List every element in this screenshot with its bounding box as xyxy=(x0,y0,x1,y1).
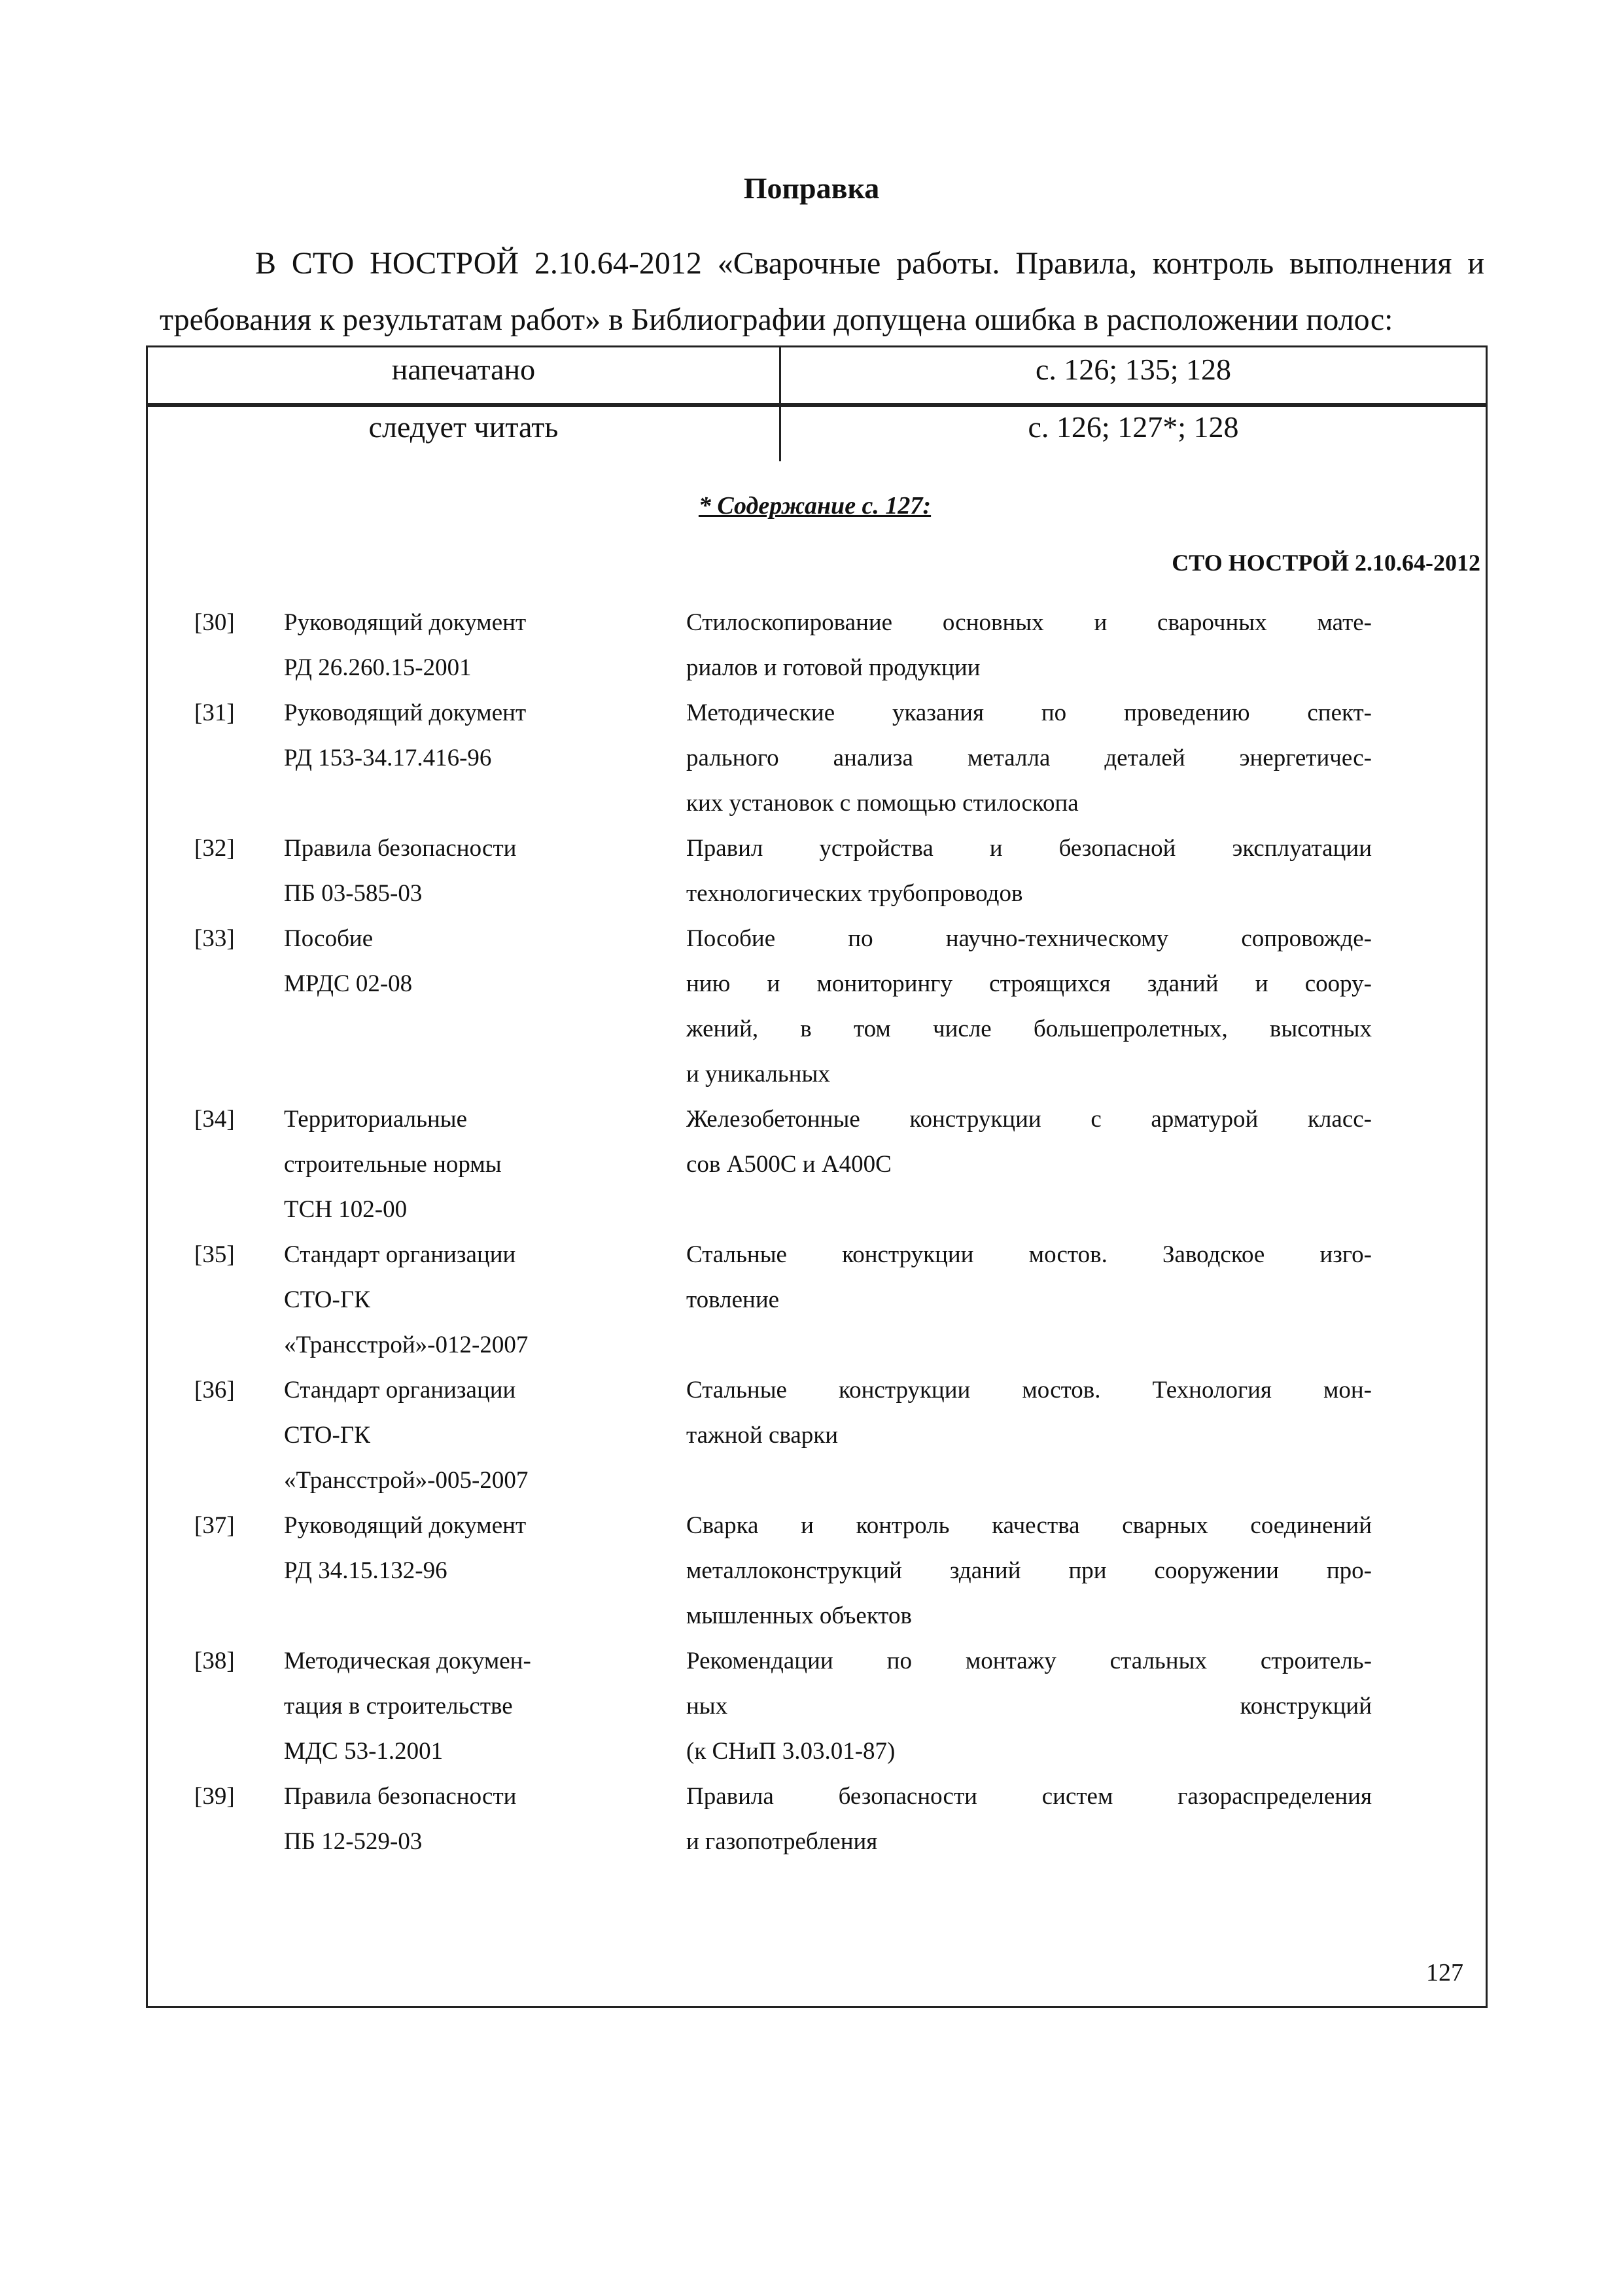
correct-value: с. 126; 127*; 128 xyxy=(1028,410,1239,444)
entry-description-line: Железобетонные конструкции с арматурой класс- xyxy=(686,1106,1372,1133)
entry-description xyxy=(686,1097,1372,1187)
entry-source xyxy=(284,1232,650,1368)
entry-number: [30] xyxy=(194,609,235,636)
entry-source-line: СТО-ГК xyxy=(284,1286,370,1313)
entry-description-line: металлоконструкций зданий при сооружении про- xyxy=(686,1557,1372,1584)
content-heading: * Содержание с. 127: xyxy=(698,492,932,520)
entry-source-line: тация в строительстве xyxy=(284,1693,513,1720)
entry-source xyxy=(284,600,650,690)
entry-number: [38] xyxy=(194,1648,235,1674)
entry-description-line: Стальные конструкции мостов. Технология мон- xyxy=(686,1377,1372,1404)
entry-description xyxy=(686,1232,1372,1322)
entry-number: [35] xyxy=(194,1241,235,1268)
entry-source xyxy=(284,1774,650,1864)
entry-description-line: нию и мониторингу строящихся зданий и соору- xyxy=(686,970,1372,997)
entry-source-line: Пособие xyxy=(284,925,374,952)
bibliography-entry xyxy=(194,1097,1372,1232)
entry-description xyxy=(686,1503,1372,1638)
entry-description-line: и уникальных xyxy=(686,1061,830,1087)
entry-description-line: Методические указания по проведению спект- xyxy=(686,699,1372,726)
entry-source-line: Территориальные xyxy=(284,1106,468,1133)
entry-source-line: Стандарт организации xyxy=(284,1241,516,1268)
entry-source-line: «Трансстрой»-005-2007 xyxy=(284,1467,529,1494)
entry-source-line: ПБ 03-585-03 xyxy=(284,880,423,907)
bibliography-entry xyxy=(194,1503,1372,1638)
entry-source-line: МРДС 02-08 xyxy=(284,970,413,997)
entry-description xyxy=(686,826,1372,916)
document-code: СТО НОСТРОЙ 2.10.64-2012 xyxy=(1172,550,1480,576)
entry-source-line: Методическая докумен- xyxy=(284,1648,531,1674)
page-number: 127 xyxy=(1426,1959,1463,1987)
bibliography-entry xyxy=(194,916,1372,1097)
entry-description-line: (к СНиП 3.03.01-87) xyxy=(686,1738,896,1765)
entry-source-line: Руководящий документ xyxy=(284,699,527,726)
entry-number: [36] xyxy=(194,1377,235,1404)
entry-source-line: СТО-ГК xyxy=(284,1422,370,1449)
entry-description xyxy=(686,916,1372,1097)
bibliography-entry xyxy=(194,600,1372,690)
bibliography-entry xyxy=(194,826,1372,916)
entry-source-line: ПБ 12-529-03 xyxy=(284,1828,423,1855)
entry-source xyxy=(284,1638,650,1774)
entry-source-line: РД 153-34.17.416-96 xyxy=(284,745,492,771)
entry-description-line: мышленных объектов xyxy=(686,1602,912,1629)
entry-source-line: «Трансстрой»-012-2007 xyxy=(284,1332,529,1358)
intro-line-1: В СТО НОСТРОЙ 2.10.64-2012 «Сварочные работы. Правила, контроль выполнения и xyxy=(255,246,1484,281)
entry-description-line: Правил устройства и безопасной эксплуатации xyxy=(686,835,1372,862)
entry-description-line: рального анализа металла деталей энергетичес- xyxy=(686,745,1372,771)
entry-number: [34] xyxy=(194,1106,235,1133)
printed-label: напечатано xyxy=(391,353,536,386)
entry-description xyxy=(686,1638,1372,1774)
entry-description-line: жений, в том числе большепролетных, высотных xyxy=(686,1016,1372,1042)
intro-paragraph xyxy=(160,236,1484,348)
entry-description xyxy=(686,690,1372,826)
entry-source-line: Руководящий документ xyxy=(284,609,527,636)
entry-number: [31] xyxy=(194,699,235,726)
entry-source-line: ТСН 102-00 xyxy=(284,1196,408,1223)
printed-value: с. 126; 135; 128 xyxy=(1036,353,1231,386)
bibliography-entry xyxy=(194,1774,1372,1864)
bibliography-entry xyxy=(194,690,1372,826)
entry-source-line: Правила безопасности xyxy=(284,1783,517,1810)
entry-source xyxy=(284,690,650,781)
entry-description-line: товление xyxy=(686,1286,780,1313)
entry-description-line: сов А500С и А400С xyxy=(686,1151,892,1178)
correct-label: следует читать xyxy=(368,410,559,444)
entry-source xyxy=(284,916,650,1006)
entry-number: [33] xyxy=(194,925,235,952)
entry-source-line: Руководящий документ xyxy=(284,1512,527,1539)
entry-source-line: МДС 53-1.2001 xyxy=(284,1738,444,1765)
bibliography-entry xyxy=(194,1232,1372,1368)
entry-source-line: РД 34.15.132-96 xyxy=(284,1557,447,1584)
entry-source xyxy=(284,1503,650,1593)
entry-description-line: риалов и готовой продукции xyxy=(686,654,981,681)
entry-description-line: Рекомендации по монтажу стальных строитель- xyxy=(686,1648,1372,1674)
intro-line-2: требования к результатам работ» в Библиографии допущена ошибка в расположении полос: xyxy=(160,302,1393,337)
entry-number: [39] xyxy=(194,1783,235,1810)
entry-source-line: Стандарт организации xyxy=(284,1377,516,1404)
entry-description-line: Правила безопасности систем газораспределения xyxy=(686,1783,1372,1810)
entry-description-line: и газопотребления xyxy=(686,1828,878,1855)
entry-description-line: технологических трубопроводов xyxy=(686,880,1023,907)
table-divider xyxy=(148,405,1486,407)
entry-description-line: ких установок с помощью стилоскопа xyxy=(686,790,1079,817)
entry-description-line: Стилоскопирование основных и сварочных мате- xyxy=(686,609,1372,636)
entry-source xyxy=(284,1368,650,1503)
entry-description-line: Пособие по научно-техническому сопровожде- xyxy=(686,925,1372,952)
entry-source xyxy=(284,826,650,916)
entry-source-line: строительные нормы xyxy=(284,1151,502,1178)
entry-description xyxy=(686,1368,1372,1458)
entry-description xyxy=(686,1774,1372,1864)
entry-source xyxy=(284,1097,650,1232)
entry-source-line: Правила безопасности xyxy=(284,835,517,862)
entry-description xyxy=(686,600,1372,690)
entry-number: [32] xyxy=(194,835,235,862)
entry-description-line: ных конструкций xyxy=(686,1693,1372,1720)
page-title: Поправка xyxy=(743,171,880,205)
bibliography-entry xyxy=(194,1638,1372,1774)
entry-number: [37] xyxy=(194,1512,235,1539)
entry-source-line: РД 26.260.15-2001 xyxy=(284,654,472,681)
bibliography-entry xyxy=(194,1368,1372,1503)
entry-description-line: Сварка и контроль качества сварных соединений xyxy=(686,1512,1372,1539)
entry-description-line: тажной сварки xyxy=(686,1422,839,1449)
entry-description-line: Стальные конструкции мостов. Заводское изго- xyxy=(686,1241,1372,1268)
